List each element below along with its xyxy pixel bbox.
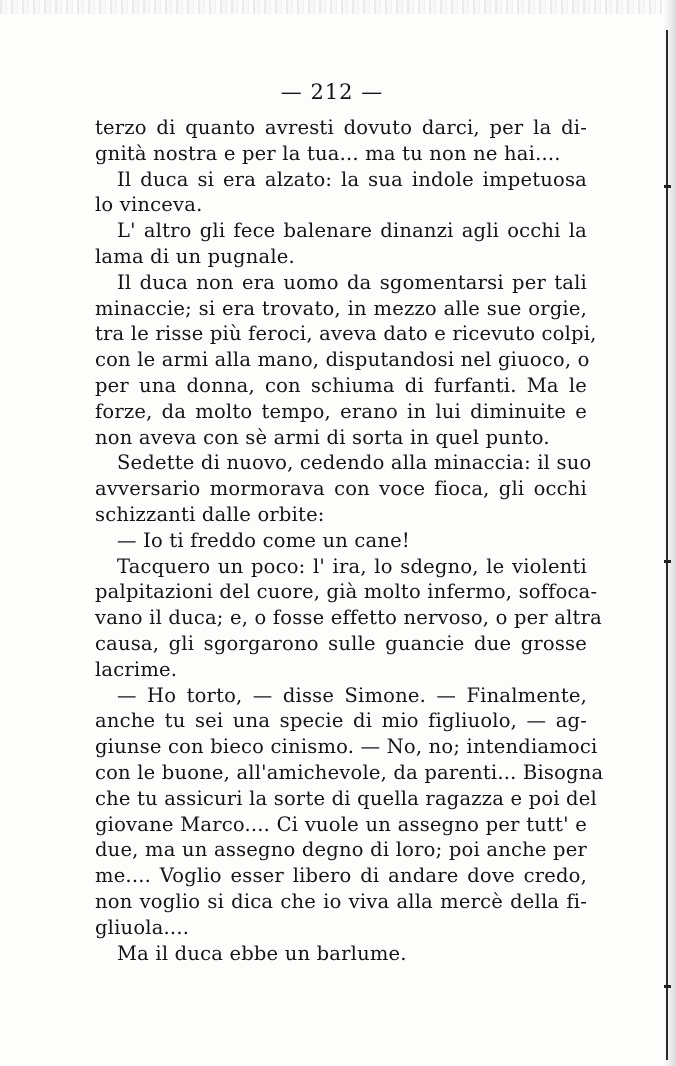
text-line: L' altro gli fece balenare dinanzi agli occhi la [117, 219, 587, 243]
text-line: non aveva con sè armi di sorta in quel punto. [95, 425, 550, 449]
text-line: lacrime. [95, 657, 178, 681]
edge-mark [664, 560, 671, 563]
text-line: non voglio si dica che io viva alla mercè della fi- [95, 889, 587, 913]
page-number: — 212 — [280, 80, 384, 104]
scan-top-edge [0, 0, 676, 14]
edge-mark [664, 185, 671, 188]
text-line: — Ho torto, — disse Simone. — Finalmente, [117, 683, 587, 707]
text-line: giovane Marco.... Ci vuole un assegno per tutt' e [95, 812, 587, 836]
text-line: due, ma un assegno degno di loro; poi anche per [95, 838, 587, 862]
text-line: schizzanti dalle orbite: [95, 502, 325, 526]
text-line: lama di un pugnale. [95, 244, 295, 268]
text-line: con le armi alla mano, disputandosi nel giuoco, o [95, 348, 590, 372]
text-line: tra le risse più feroci, aveva dato e ricevuto colpi, [95, 322, 597, 346]
text-line: giunse con bieco cinismo. — No, no; intendiamoci [95, 735, 598, 759]
text-line: minaccie; si era trovato, in mezzo alle sue orgie, [95, 296, 587, 320]
page-right-edge [662, 0, 676, 1066]
body-text [95, 115, 604, 966]
text-line: gliuola.... [95, 915, 190, 939]
text-line: avversario mormorava con voce fioca, gli occhi [95, 477, 587, 501]
text-line: con le buone, all'amichevole, da parenti... Bisogna [95, 760, 604, 784]
text-line: Il duca si era alzato: la sua indole impetuosa [117, 167, 587, 191]
text-line: Ma il duca ebbe un barlume. [117, 941, 407, 965]
text-line: gnità nostra e per la tua... ma tu non ne hai.... [95, 141, 561, 165]
text-line: vano il duca; e, o fosse effetto nervoso, o per altra [95, 606, 602, 630]
text-line: palpitazioni del cuore, già molto infermo, soffoca- [95, 580, 598, 604]
text-line: Il duca non era uomo da sgomentarsi per tali [117, 270, 587, 294]
text-line: che tu assicuri la sorte di quella ragazza e poi del [95, 786, 597, 810]
text-line: lo vinceva. [95, 193, 203, 217]
text-line: causa, gli sgorgarono sulle guancie due grosse [95, 631, 587, 655]
text-line: Tacquero un poco: l' ira, lo sdegno, le violenti [117, 554, 587, 578]
edge-mark [664, 985, 671, 988]
text-line: per una donna, con schiuma di furfanti. Ma le [95, 373, 587, 397]
text-line: forze, da molto tempo, erano in lui diminuite e [95, 399, 587, 423]
text-line: me.... Voglio esser libero di andare dove credo, [95, 864, 587, 888]
text-line: anche tu sei una specie di mio figliuolo, — ag- [95, 709, 587, 733]
text-line: — Io ti freddo come un cane! [117, 528, 410, 552]
text-line: terzo di quanto avresti dovuto darci, per la di- [95, 116, 587, 139]
text-line: Sedette di nuovo, cedendo alla minaccia: il suo [117, 451, 592, 475]
